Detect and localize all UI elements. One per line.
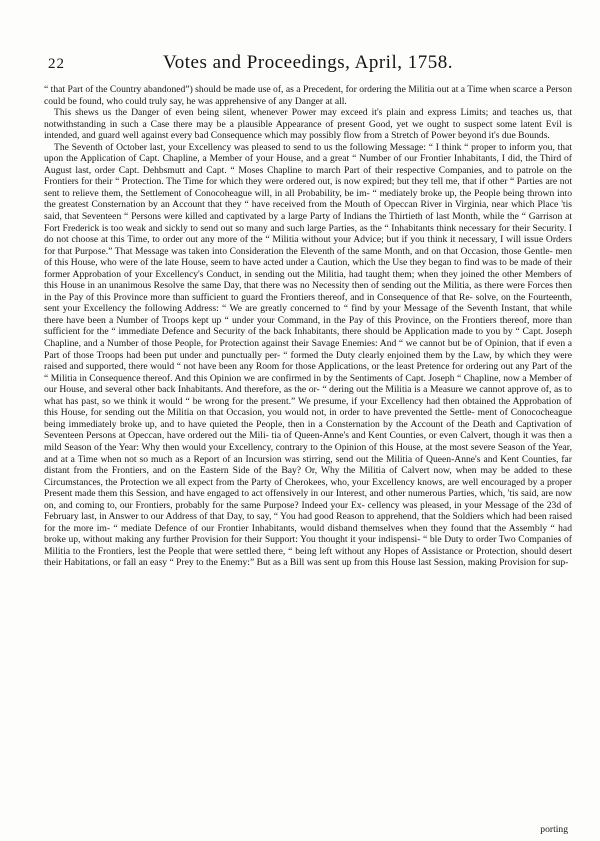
paragraph-october-message: The Seventh of October last, your Excellency was pleased to send to us the following Message: “ I think “ proper to inform you, that upon the Application of Capt. Chapline, a Member of your House, and a great “ Number of our Frontier Inhabitants, I did, the Third of August last, order Capt. Dehbsmutt and Capt. “ Moses Chapline to march Part of their respective Companies, and to patrole on the Frontiers for their “ Protection. The Time for which they were ordered out, is now expired; but they tell me, that if other “ Parties are not sent to relieve them, the Settlement of Conocoheague will, in all Probability, be im- “ mediately broke up, the People being thrown into the greatest Consternation by an Account that they “ have received from the Mouth of Opeccan River in Virginia, near which Place 'tis said, that Seventeen “ Persons were killed and captivated by a large Party of Indians the Thirtieth of last Month, while the “ Garrison at Fort Frederick is too weak and sickly to send out so many and such large Parties, as the “ Inhabitants think necessary for their Security. I do not choose at this Time, to order out any more of the “ Militia without your Advice; but if you think it necessary, I will issue Orders for that Purpose.” That Message was taken into Consideration the Eleventh of the same Month, and on that Occasion, those Gentle- men of this House, who were of the late House, seem to have acted under a Caution, which the Use they began to find was to be made of their former Approbation of your Excellency's Conduct, in sending out the Militia, had taught them; when they joined the other Members of this House in an unanimous Resolve the same Day, that there was no Necessity then of sending out the Militia, as there were Forces then in the Pay of this Province more than sufficient to guard the Frontiers thereof, and in Consequence of that Re- solve, on the Fourteenth, sent your Excellency the following Address: “ We are greatly concerned to “ find by your Message of the Seventh Instant, that while there have been a Number of Troops kept up “ under your Command, in the Pay of this Province, on the Frontiers thereof, more than sufficient for the “ immediate Defence and Security of the back Inhabitants, there should be Application made to you by “ Capt. Joseph Chapline, and a Number of those People, for Protection against their Savage Enemies: And “ we cannot but be of Opinion, that if even a Part of those Troops had been put under and punctually per- “ formed the Duty clearly enjoined them by the Law, by which they were raised and supported, there would “ not have been any Room for those Applications, or the least Pretence for ordering out any Part of the “ Militia in Consequence thereof. And this Opinion we are confirmed in by the Sentiments of Capt. Joseph “ Chapline, now a Member of our House, and several other back Inhabitants. And therefore, as the or- “ dering out the Militia is a Measure we cannot approve of, as to what has past, so we think it would “ be wrong for the present.” We presume, if your Excellency had then obtained the Approbation of this House, for sending out the Militia on that Occasion, you would not, in order to have prevented the Settle- ment of Conococheague being immediately broke up, and to have quieted the People, then in a Consternation by the Account of the Death and Captivation of Seventeen Persons at Opeccan, have ordered out the Mili- tia of Queen-Anne's and Kent Counties, or even Calvert, though it was then a mild Season of the Year: Why then would your Excellency, contrary to the Opinion of this House, at the most severe Season of the Year, and at a Time when not so much as a Report of an Incursion was stirring, send out the Militia of Queen-Anne's and Kent Counties, far distant from the Frontiers, and on the Eastern Side of the Bay? Or, Why the Militia of Calvert now, when may be added to these Circumstances, the Protection we all expect from the Party of Cherokees, who, your Excellency knows, are well encouraged by a proper Present made them this Session, and have engaged to act offensively in our Interest, and other numerous Parties, which, 'tis said, are now on, and coming to, our Frontiers, probably for the same Purpose? Indeed your Ex- cellency was pleased, in your Message of the 23d of February last, in Answer to our Address of that Day, to say, “ You had good Reason to apprehend, that the Soldiers which had been raised for the more im- “ mediate Defence of our Frontier Inhabitants, would disband themselves when they found that the Assembly “ had broke up, without making any further Provision for their Support: You thought it your indispensi- “ ble Duty to order Two Companies of Militia to the Frontiers, lest the People that were settled there, “ being left without any Hopes of Assistance or Protection, should desert their Habitations, or fall an easy “ Prey to the Enemy:” But as a Bill was sent up from this House last Session, making Provision for sup- bbox=[44, 141, 572, 569]
page-number: 22 bbox=[48, 56, 65, 72]
paragraph-continuation: “ that Part of the Country abandoned”) should be made use of, as a Precedent, for ordering the Militia out at a Time when scarce a Person could be found, who could truly say, he was apprehensive of any Danger at all. bbox=[44, 84, 572, 107]
paragraph-danger-of-silence: This shews us the Danger of even being silent, whenever Power may exceed it's plain and express Limits; and teaches us, that notwithstanding in such a Case there may be a plausible Appearance of present Good, yet we ought to suspect some latent Evil is intended, and guard well against every bad Consequence which may possibly flow from a Stretch of Power beyond it's due Bounds. bbox=[44, 107, 572, 142]
page-header bbox=[44, 52, 572, 78]
catchword: porting bbox=[540, 824, 568, 835]
body-text bbox=[44, 84, 572, 824]
running-title: Votes and Proceedings, April, 1758. bbox=[163, 52, 453, 73]
